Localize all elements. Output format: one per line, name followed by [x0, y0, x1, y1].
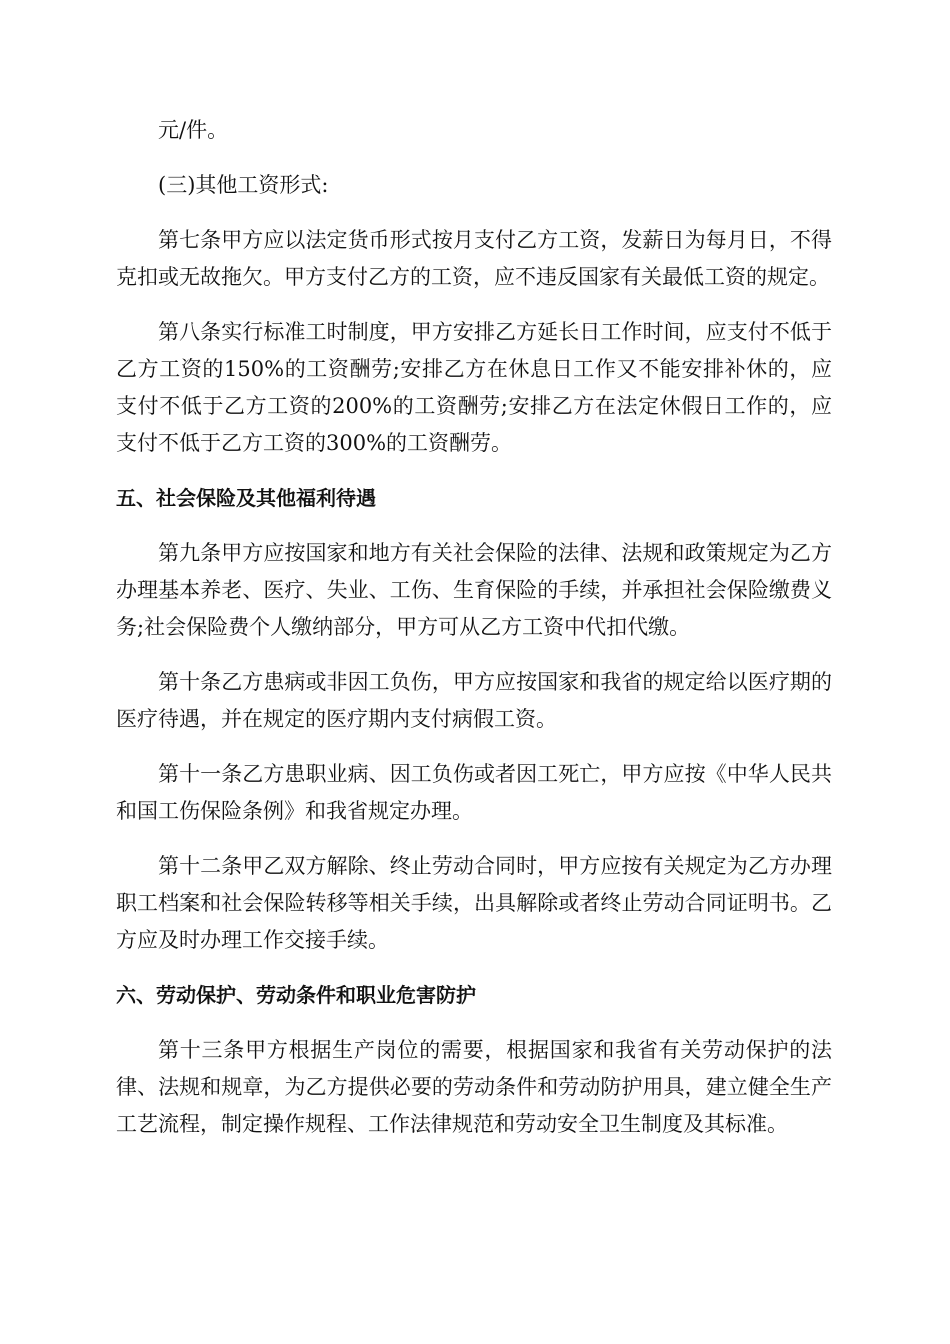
paragraph-article-7: 第七条甲方应以法定货币形式按月支付乙方工资，发薪日为每月日，不得克扣或无故拖欠。甲方支付乙方的工资，应不违反国家有关最低工资的规定。	[116, 228, 832, 289]
section-heading-6: 六、劳动保护、劳动条件和职业危害防护	[116, 983, 476, 1007]
document-body	[116, 112, 832, 1161]
paragraph-article-12: 第十二条甲乙双方解除、终止劳动合同时，甲方应按有关规定为乙方办理职工档案和社会保险转移等相关手续，出具解除或者终止劳动合同证明书。乙方应及时办理工作交接手续。	[116, 854, 832, 952]
paragraph-article-10: 第十条乙方患病或非因工负伤，甲方应按国家和我省的规定给以医疗期的医疗待遇，并在规定的医疗期内支付病假工资。	[116, 670, 832, 731]
paragraph-article-9: 第九条甲方应按国家和地方有关社会保险的法律、法规和政策规定为乙方办理基本养老、医疗、失业、工伤、生育保险的手续，并承担社会保险缴费义务;社会保险费个人缴纳部分，甲方可从乙方工资中代扣代缴。	[116, 541, 832, 639]
paragraph-other-wage-forms: (三)其他工资形式:	[158, 173, 329, 197]
paragraph-article-8: 第八条实行标准工时制度，甲方安排乙方延长日工作时间，应支付不低于乙方工资的150%的工资酬劳;安排乙方在休息日工作又不能安排补休的，应支付不低于乙方工资的200%的工资酬劳;安排乙方在法定休假日工作的，应支付不低于乙方工资的300%的工资酬劳。	[116, 320, 832, 455]
paragraph-article-11: 第十一条乙方患职业病、因工负伤或者因工死亡，甲方应按《中华人民共和国工伤保险条例》和我省规定办理。	[116, 762, 832, 823]
section-heading-5: 五、社会保险及其他福利待遇	[116, 486, 376, 510]
paragraph-unit-price: 元/件。	[158, 118, 229, 142]
paragraph-article-13: 第十三条甲方根据生产岗位的需要，根据国家和我省有关劳动保护的法律、法规和规章，为乙方提供必要的劳动条件和劳动防护用具，建立健全生产工艺流程，制定操作规程、工作法律规范和劳动安全卫生制度及其标准。	[116, 1038, 832, 1136]
